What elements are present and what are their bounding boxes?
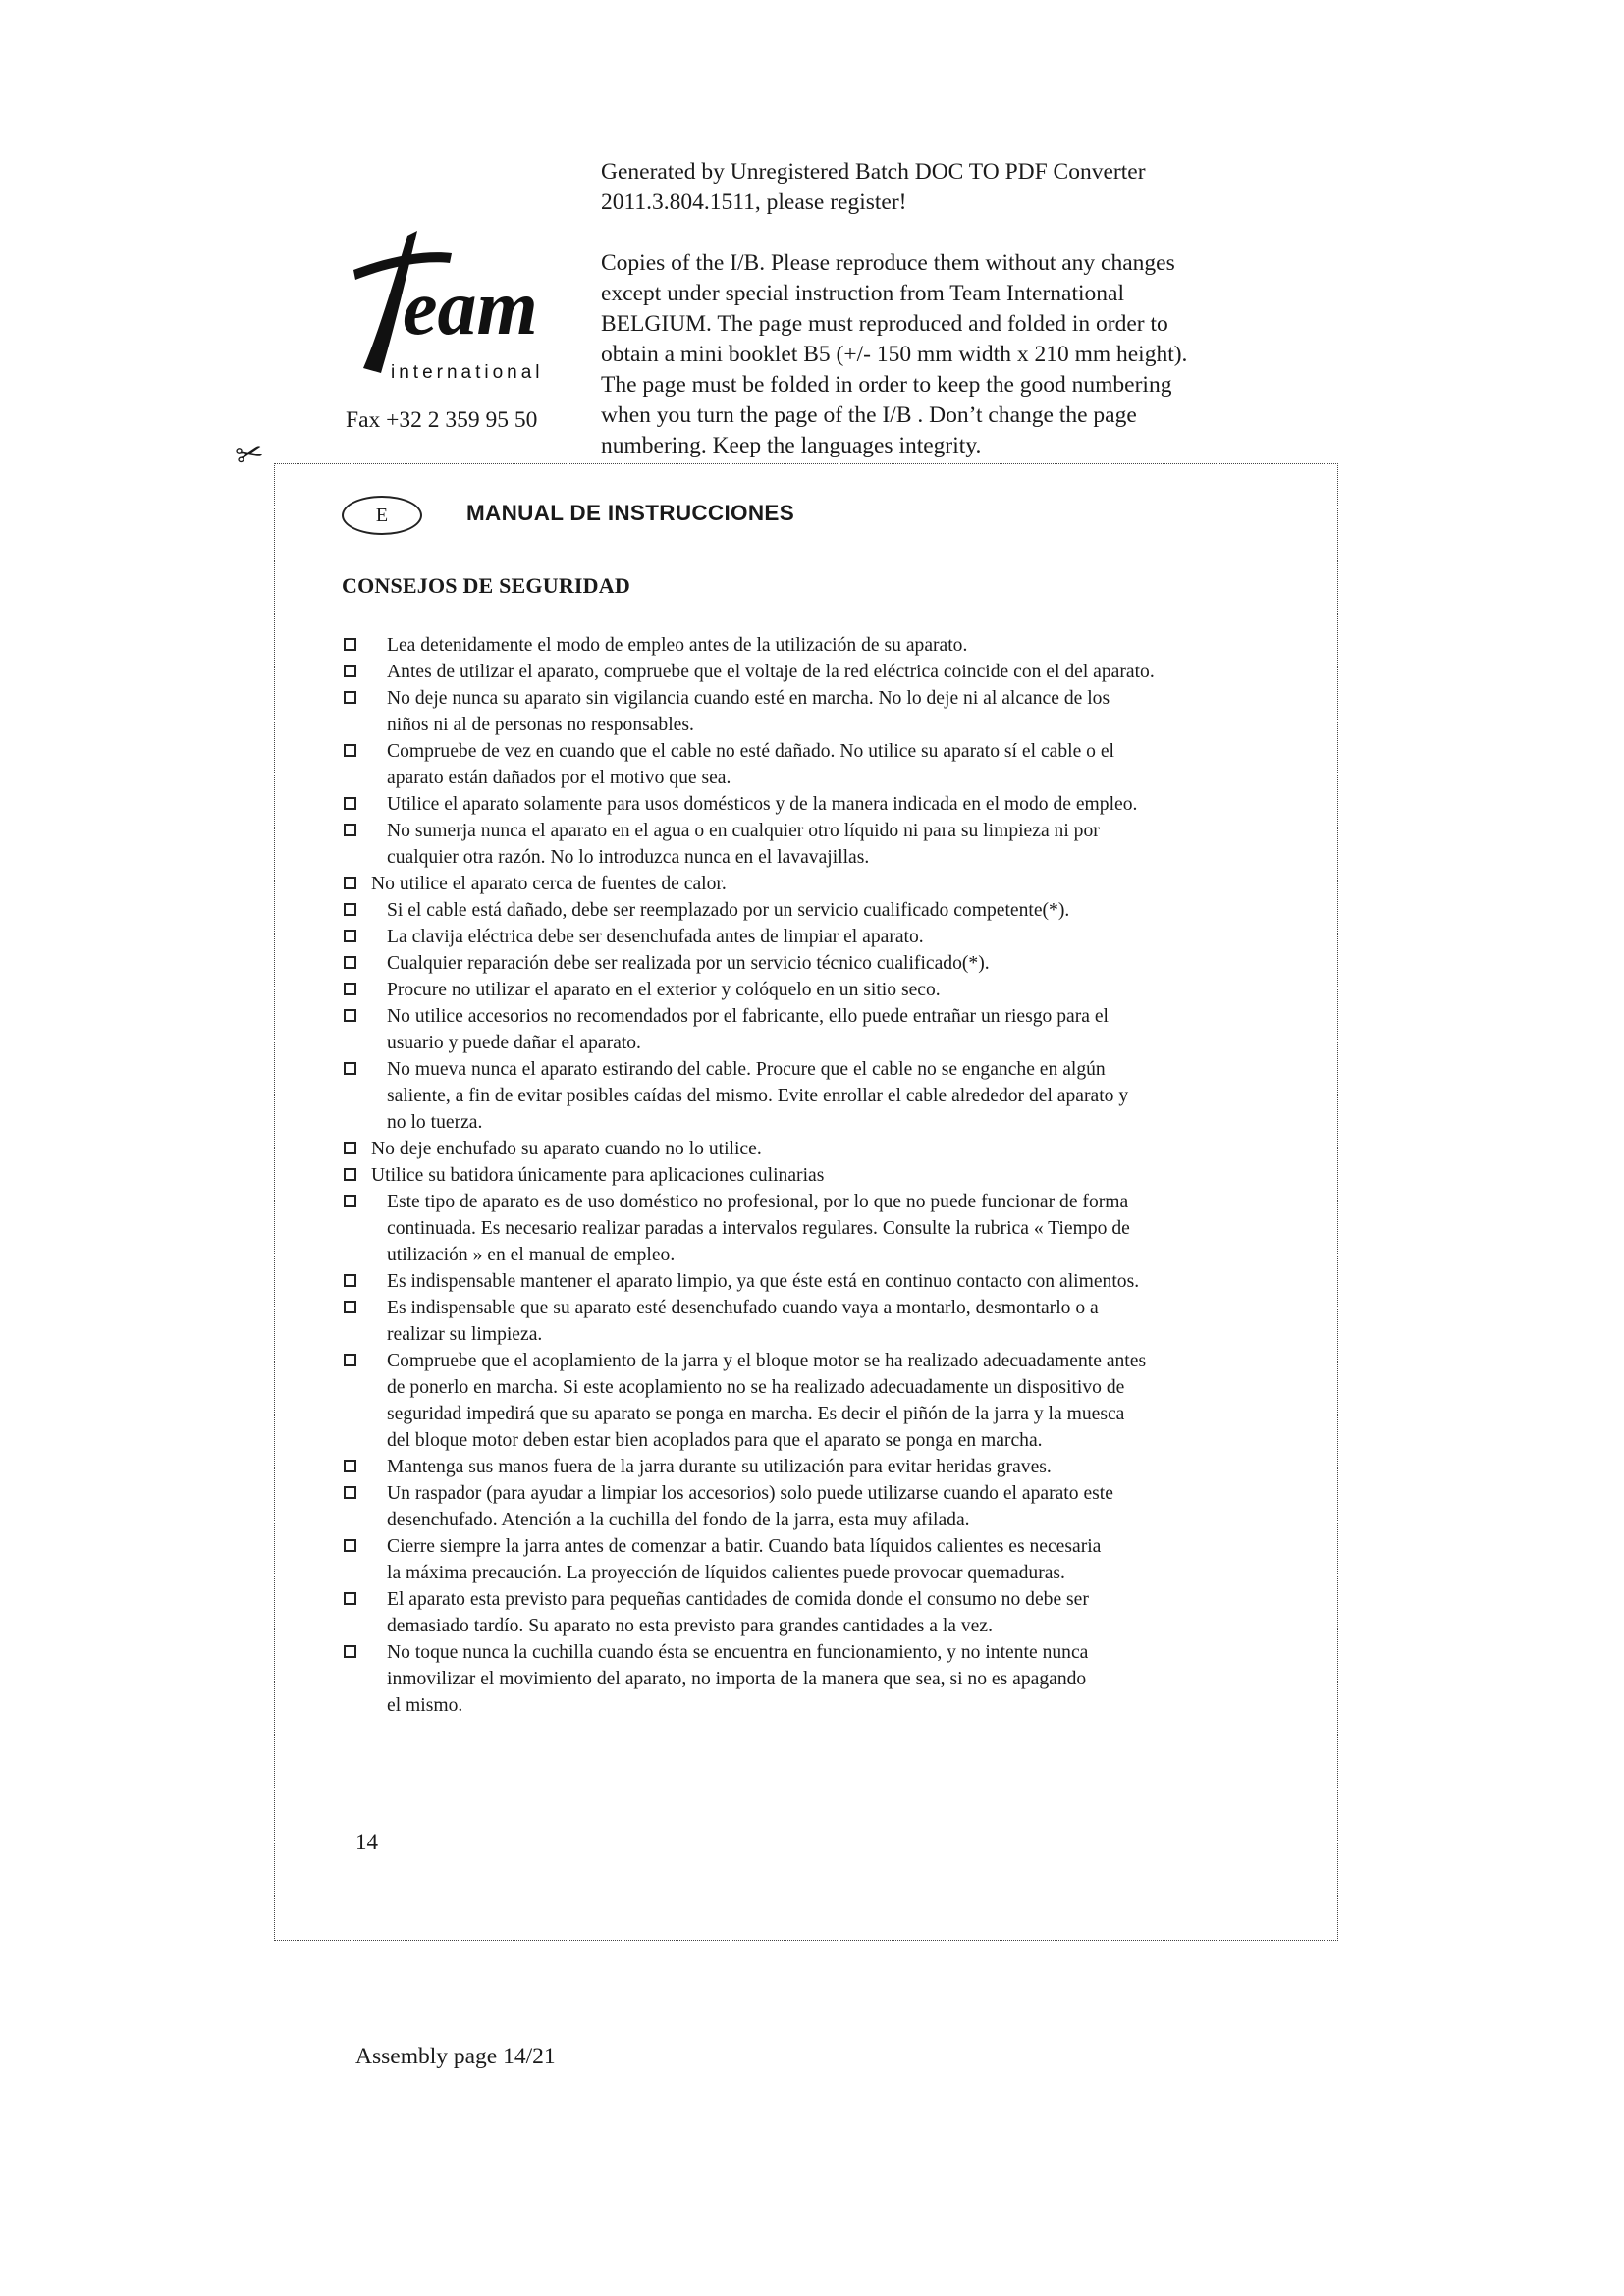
checkbox-square-icon	[344, 983, 356, 995]
list-item	[344, 1295, 1326, 1348]
checkbox-square-icon	[344, 1539, 356, 1552]
list-item-line: Compruebe que el acoplamiento de la jarra y el bloque motor se ha realizado adecuadamente antes	[387, 1351, 1147, 1371]
header-notice	[601, 157, 1288, 461]
list-item-line: No toque nunca la cuchilla cuando ésta se encuentra en funcionamiento, y no intente nunca	[387, 1642, 1089, 1663]
fax-number: Fax +32 2 359 95 50	[346, 407, 538, 433]
list-item-line: cualquier otra razón. No lo introduzca nunca en el lavavajillas.	[387, 847, 870, 868]
checkbox-square-icon	[344, 1460, 356, 1472]
list-item-line: desenchufado. Atención a la cuchilla del fondo de la jarra, esta muy afilada.	[387, 1510, 970, 1530]
list-item-line: saliente, a fin de evitar posibles caídas del mismo. Evite enrollar el cable alrededor del aparato y	[387, 1086, 1129, 1106]
checkbox-square-icon	[344, 1645, 356, 1658]
list-item	[344, 1480, 1326, 1533]
list-item-line: realizar su limpieza.	[387, 1324, 543, 1345]
list-item-line: Cierre siempre la jarra antes de comenzar a batir. Cuando bata líquidos calientes es necesaria	[387, 1536, 1102, 1557]
list-item-line: demasiado tardío. Su aparato no esta previsto para grandes cantidades a la vez.	[387, 1616, 993, 1636]
list-item-line: El aparato esta previsto para pequeñas cantidades de comida donde el consumo no debe ser	[387, 1589, 1089, 1610]
checkbox-square-icon	[344, 1062, 356, 1075]
list-item	[344, 1348, 1326, 1454]
list-item-line: utilización » en el manual de empleo.	[387, 1245, 676, 1265]
list-item	[344, 1162, 1326, 1189]
list-item	[344, 977, 1326, 1003]
language-badge: E	[342, 496, 422, 535]
list-item-line: seguridad impedirá que su aparato se ponga en marcha. Es decir el piñón de la jarra y la muesca	[387, 1404, 1125, 1424]
list-item-line: No sumerja nunca el aparato en el agua o en cualquier otro líquido ni para su limpieza ni por	[387, 821, 1100, 841]
list-item-line: No deje enchufado su aparato cuando no lo utilice.	[371, 1139, 762, 1159]
checkbox-square-icon	[344, 1354, 356, 1366]
list-item-line: La clavija eléctrica debe ser desenchufada antes de limpiar el aparato.	[387, 927, 924, 947]
list-item-line: niños ni al de personas no responsables.	[387, 715, 694, 735]
checkbox-square-icon	[344, 903, 356, 916]
copies-line-3: BELGIUM. The page must reproduced and folded in order to	[601, 311, 1168, 337]
list-item-line: continuada. Es necesario realizar paradas a intervalos regulares. Consulte la rubrica « Tiempo de	[387, 1218, 1130, 1239]
list-item-line: Este tipo de aparato es de uso doméstico no profesional, por lo que no puede funcionar de forma	[387, 1192, 1129, 1212]
checkbox-square-icon	[344, 956, 356, 969]
checkbox-square-icon	[344, 1274, 356, 1287]
copies-line-5: The page must be folded in order to keep the good numbering	[601, 372, 1172, 398]
list-item-line: Utilice su batidora únicamente para aplicaciones culinarias	[371, 1165, 825, 1186]
svg-text:eam: eam	[403, 265, 538, 351]
list-item	[344, 871, 1326, 897]
list-item-line: inmovilizar el movimiento del aparato, no importa de la manera que sea, si no es apagando	[387, 1669, 1087, 1689]
list-item-line: Un raspador (para ayudar a limpiar los accesorios) solo puede utilizarse cuando el aparato este	[387, 1483, 1113, 1504]
list-item	[344, 1056, 1326, 1136]
list-item-line: el mismo.	[387, 1695, 463, 1716]
list-item	[344, 632, 1326, 659]
list-item-line: aparato están dañados por el motivo que sea.	[387, 768, 731, 788]
list-item	[344, 1586, 1326, 1639]
safety-list	[344, 632, 1326, 1719]
checkbox-square-icon	[344, 1142, 356, 1154]
manual-title: MANUAL DE INSTRUCCIONES	[466, 501, 794, 525]
list-item	[344, 1639, 1326, 1719]
list-item	[344, 1454, 1326, 1480]
checkbox-square-icon	[344, 1168, 356, 1181]
checkbox-square-icon	[344, 744, 356, 757]
scissors-icon: ✂	[232, 432, 268, 477]
list-item-line: de ponerlo en marcha. Si este acoplamiento no se ha realizado adecuadamente un dispositivo de	[387, 1377, 1125, 1398]
list-item-line: usuario y puede dañar el aparato.	[387, 1033, 641, 1053]
list-item	[344, 1136, 1326, 1162]
list-item	[344, 950, 1326, 977]
list-item-line: Procure no utilizar el aparato en el exterior y colóquelo en un sitio seco.	[387, 980, 941, 1000]
checkbox-square-icon	[344, 1301, 356, 1313]
checkbox-square-icon	[344, 930, 356, 942]
checkbox-square-icon	[344, 1195, 356, 1207]
list-item-line: Si el cable está dañado, debe ser reemplazado por un servicio cualificado competente(*).	[387, 900, 1070, 921]
checkbox-square-icon	[344, 877, 356, 889]
list-item	[344, 818, 1326, 871]
list-item-line: No utilice el aparato cerca de fuentes de calor.	[371, 874, 727, 894]
list-item-line: No deje nunca su aparato sin vigilancia cuando esté en marcha. No lo deje ni al alcance de los	[387, 688, 1110, 709]
section-title: CONSEJOS DE SEGURIDAD	[342, 573, 630, 598]
copies-line-6: when you turn the page of the I/B . Don’t change the page	[601, 402, 1137, 428]
list-item	[344, 791, 1326, 818]
list-item	[344, 1268, 1326, 1295]
checkbox-square-icon	[344, 1486, 356, 1499]
list-item-line: Es indispensable que su aparato esté desenchufado cuando vaya a montarlo, desmontarlo o a	[387, 1298, 1099, 1318]
copies-line-7: numbering. Keep the languages integrity.	[601, 433, 982, 458]
list-item-line: Utilice el aparato solamente para usos domésticos y de la manera indicada en el modo de empleo.	[387, 794, 1138, 815]
assembly-page-label: Assembly page 14/21	[355, 2044, 556, 2069]
checkbox-square-icon	[344, 665, 356, 677]
list-item	[344, 1003, 1326, 1056]
list-item	[344, 685, 1326, 738]
list-item-line: del bloque motor deben estar bien acoplados para que el aparato se ponga en marcha.	[387, 1430, 1043, 1451]
list-item	[344, 924, 1326, 950]
list-item-line: no lo tuerza.	[387, 1112, 483, 1133]
list-item-line: Cualquier reparación debe ser realizada por un servicio técnico cualificado(*).	[387, 953, 990, 974]
list-item-line: Compruebe de vez en cuando que el cable no esté dañado. No utilice su aparato sí el cable o el	[387, 741, 1115, 762]
list-item-line: Lea detenidamente el modo de empleo antes de la utilización de su aparato.	[387, 635, 968, 656]
copies-line-1: Copies of the I/B. Please reproduce them without any changes	[601, 250, 1175, 276]
team-international-logo	[334, 216, 560, 388]
checkbox-square-icon	[344, 1009, 356, 1022]
list-item	[344, 1533, 1326, 1586]
checkbox-square-icon	[344, 691, 356, 704]
generated-line-1: Generated by Unregistered Batch DOC TO PDF Converter	[601, 159, 1146, 185]
list-item-line: Mantenga sus manos fuera de la jarra durante su utilización para evitar heridas graves.	[387, 1457, 1052, 1477]
checkbox-square-icon	[344, 797, 356, 810]
checkbox-square-icon	[344, 824, 356, 836]
page-number: 14	[355, 1830, 378, 1854]
checkbox-square-icon	[344, 638, 356, 651]
list-item	[344, 897, 1326, 924]
generated-line-2: 2011.3.804.1511, please register!	[601, 189, 907, 215]
list-item	[344, 659, 1326, 685]
list-item-line: No mueva nunca el aparato estirando del cable. Procure que el cable no se enganche en algún	[387, 1059, 1106, 1080]
list-item-line: No utilice accesorios no recomendados por el fabricante, ello puede entrañar un riesgo para el	[387, 1006, 1109, 1027]
list-item	[344, 738, 1326, 791]
list-item-line: Antes de utilizar el aparato, compruebe que el voltaje de la red eléctrica coincide con el del aparato.	[387, 662, 1155, 682]
list-item	[344, 1189, 1326, 1268]
svg-text:international: international	[391, 362, 544, 383]
list-item-line: Es indispensable mantener el aparato limpio, ya que éste está en continuo contacto con alimentos.	[387, 1271, 1140, 1292]
copies-line-2: except under special instruction from Team International	[601, 281, 1125, 306]
checkbox-square-icon	[344, 1592, 356, 1605]
list-item-line: la máxima precaución. La proyección de líquidos calientes puede provocar quemaduras.	[387, 1563, 1065, 1583]
copies-line-4: obtain a mini booklet B5 (+/- 150 mm width x 210 mm height).	[601, 342, 1188, 367]
